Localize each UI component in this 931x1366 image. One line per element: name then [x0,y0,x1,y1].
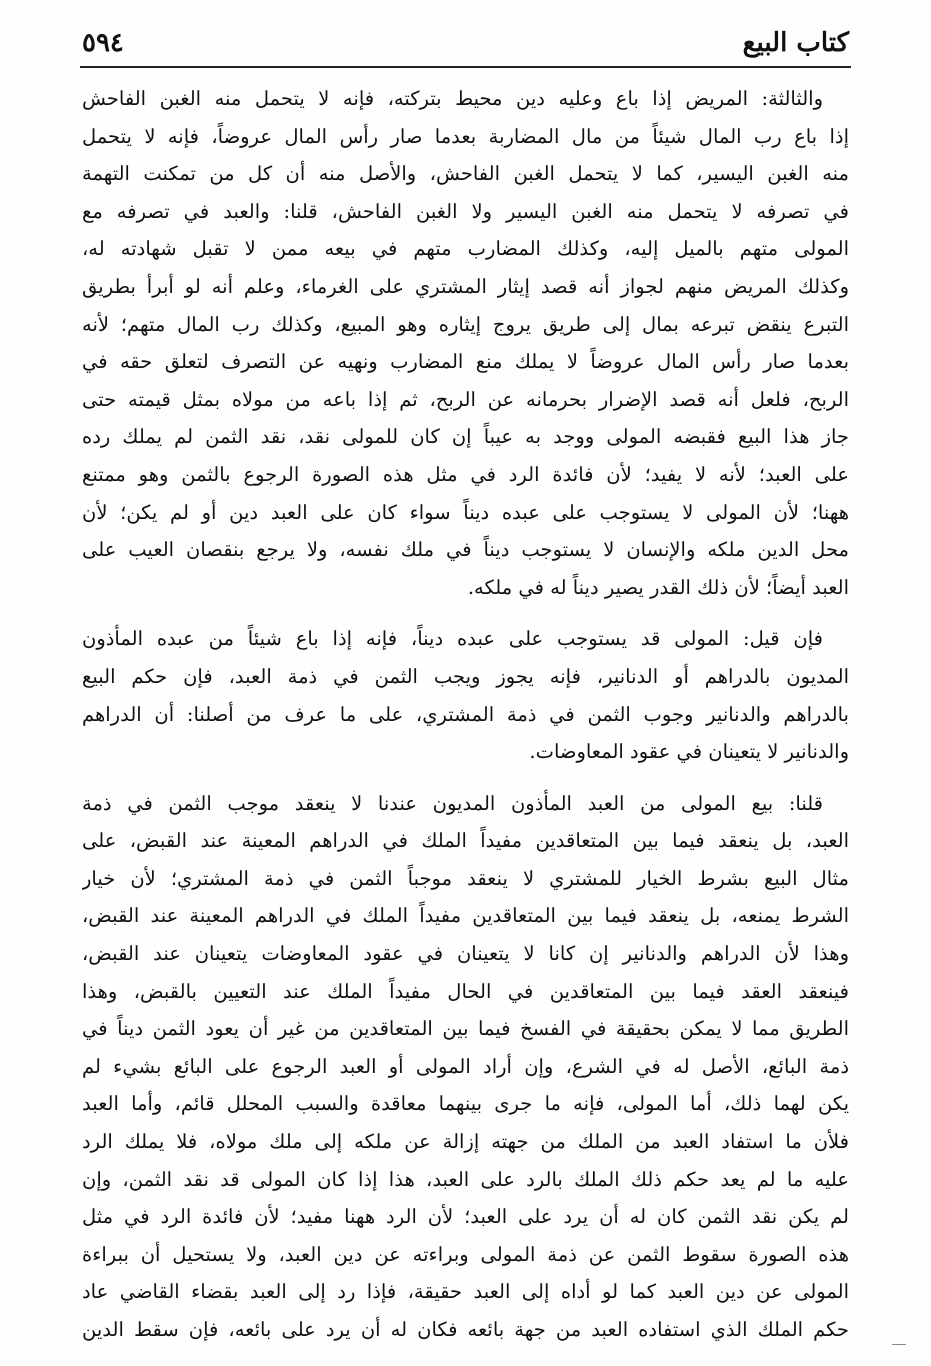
text-line: محل الدين ملكه والإنسان لا يستوجب ديناً في ملك نفسه، ولا يرجع بنقصان العيب على [82,538,849,562]
text-line: قلنا: بيع المولى من العبد المأذون المديون عندنا لا ينعقد موجب الثمن في ذمة [82,791,823,815]
text-line: ذمة البائع، الأصل له في الشرع، وإن أراد المولى أو العبد الرجوع على البائع بشيء لم [82,1054,849,1078]
text-line: على العبد؛ لأنه لا يفيد؛ لأن فائدة الرد في مثل هذه الصورة الرجوع بالثمن وهو ممتنع [82,462,849,486]
text-line: العبد أيضاً؛ لأن ذلك القدر يصير ديناً له في ملكه. [467,575,849,599]
text-line: لم يكن نقد الثمن كان له أن يرد على العبد؛ لأن الرد ههنا مفيد؛ لأن فائدة الرد في مثل [82,1205,849,1229]
text-line: حكم الملك الذي استفاده العبد من جهة بائعه فكان له أن يرد على بائعه، فإن سقط الدين [82,1318,849,1341]
text-line: يكن لهما ذلك، أما المولى، فإنه ما جرى بينهما معاقدة والسبب المحلل قائم، وأما العبد [82,1092,849,1116]
text-line: ههنا؛ لأن المولى لا يستوجب على عبده ديناً سواء كان على العبد دين أو لم يكن؛ لأن [82,500,849,524]
header-rule [80,66,851,68]
text-line: بالدراهم والدنانير وجوب الثمن في ذمة المشتري، على ما عرف من أصلنا: أن الدراهم [82,702,849,726]
text-line: المولى عن دين العبد كما لو أداه إلى العبد حقيقة، فإذا رد إلى العبد بقضاء القاضي عاد [82,1280,849,1304]
text-line: فإن قيل: المولى قد يستوجب على عبده ديناً، فإنه إذا باع شيئاً من عبده المأذون [82,627,823,651]
text-line: العبد، بل ينعقد فيما بين المتعاقدين مفيداً الملك في الدراهم المعينة عند القبض، على [82,829,849,853]
page-number: ٥٩٤ [82,28,124,58]
text-line: المديون بالدراهم أو الدنانير، فإنه يجوز ويجب الثمن في ذمة العبد، فإن حكم البيع [82,664,849,688]
text-line: عليه ما لم يعد حكم ذلك الملك بالرد على العبد، هذا إذا كان المولى قد نقد الثمن، وإن [82,1167,849,1191]
paragraph-2 [82,620,849,770]
page-header [82,28,849,62]
text-line: جاز هذا البيع فقبضه المولى ووجد به عيباً إن كان للمولى نقد، نقد الثمن لم يملك رده [82,425,849,449]
text-line: الشرط يمنعه، بل ينعقد فيما بين المتعاقدين مفيداً الملك في الدراهم المعينة عند القبض، [82,904,849,928]
text-line: في تصرفه لا يتحمل منه الغبن اليسير ولا الغبن الفاحش، قلنا: والعبد في تصرفه مع [82,199,849,223]
text-line: هذه الصورة سقوط الثمن عن ذمة المولى وبراءته عن دين العبد، ولا يستحيل أن ببراءة [82,1242,849,1266]
text-line: إذا باع رب المال شيئاً من مال المضاربة بعدما صار رأس المال عروضاً، فإنه لا يتحمل [82,124,849,148]
paragraph-3 [82,785,849,1349]
text-line: مثال البيع بشرط الخيار للمشتري لا ينعقد موجباً الثمن في ذمة المشتري؛ لأن خيار [82,866,849,890]
text-line: منه الغبن اليسير، كما لا يتحمل الغبن الفاحش، والأصل منه أن كل من تمكنت التهمة [82,162,849,186]
scan-mark [892,1344,906,1345]
text-line: فينعقد العقد فيما بين المتعاقدين في الحال مفيداً الملك عند التعيين بالقبض، وهذا [82,979,849,1003]
text-line: وهذا لأن الدراهم والدنانير إن كانا لا يتعينان في عقود المعاوضات يتعينان عند القبض، [82,942,849,966]
text-line: التبرع ينقض تبرعه بمال إلى طريق يروج إيثاره وهو المبيع، وكذلك رب المال متهم؛ لأنه [82,312,849,336]
text-line: الطريق مما لا يمكن بحقيقة في الفسخ فيما بين المتعاقدين من غير أن يعود الثمن ديناً في [82,1017,849,1041]
text-line: والدنانير لا يتعينان في عقود المعاوضات. [529,740,849,764]
text-line: فلأن ما استفاد العبد من الملك من جهته إزالة عن ملكه إلى ملك مولاه، فلا يملك الرد [82,1130,849,1154]
text-line: وكذلك المريض منهم لجواز أنه قصد إيثار المشتري على الغرماء، وعلم أنه لو أبرأ بطريق [82,274,849,298]
text-line: المولى متهم بالميل إليه، وكذلك المضارب متهم في بيعه ممن لا تقبل شهادته له، [82,237,849,261]
paragraph-1 [82,80,849,606]
text-line: بعدما صار رأس المال عروضاً لا يملك منع المضارب ونهيه عن التصرف لتعلق حقه في [82,350,849,374]
text-line: الربح، فلعل أنه قصد الإضرار بحرمانه عن الربح، ثم إذا باعه من مولاه بمثل قيمته حتى [82,387,849,411]
body-text [82,80,849,1363]
text-line: والثالثة: المريض إذا باع وعليه دين محيط بتركته، فإنه لا يتحمل منه الغبن الفاحش [82,87,823,110]
running-title: كتاب البيع [742,28,849,58]
